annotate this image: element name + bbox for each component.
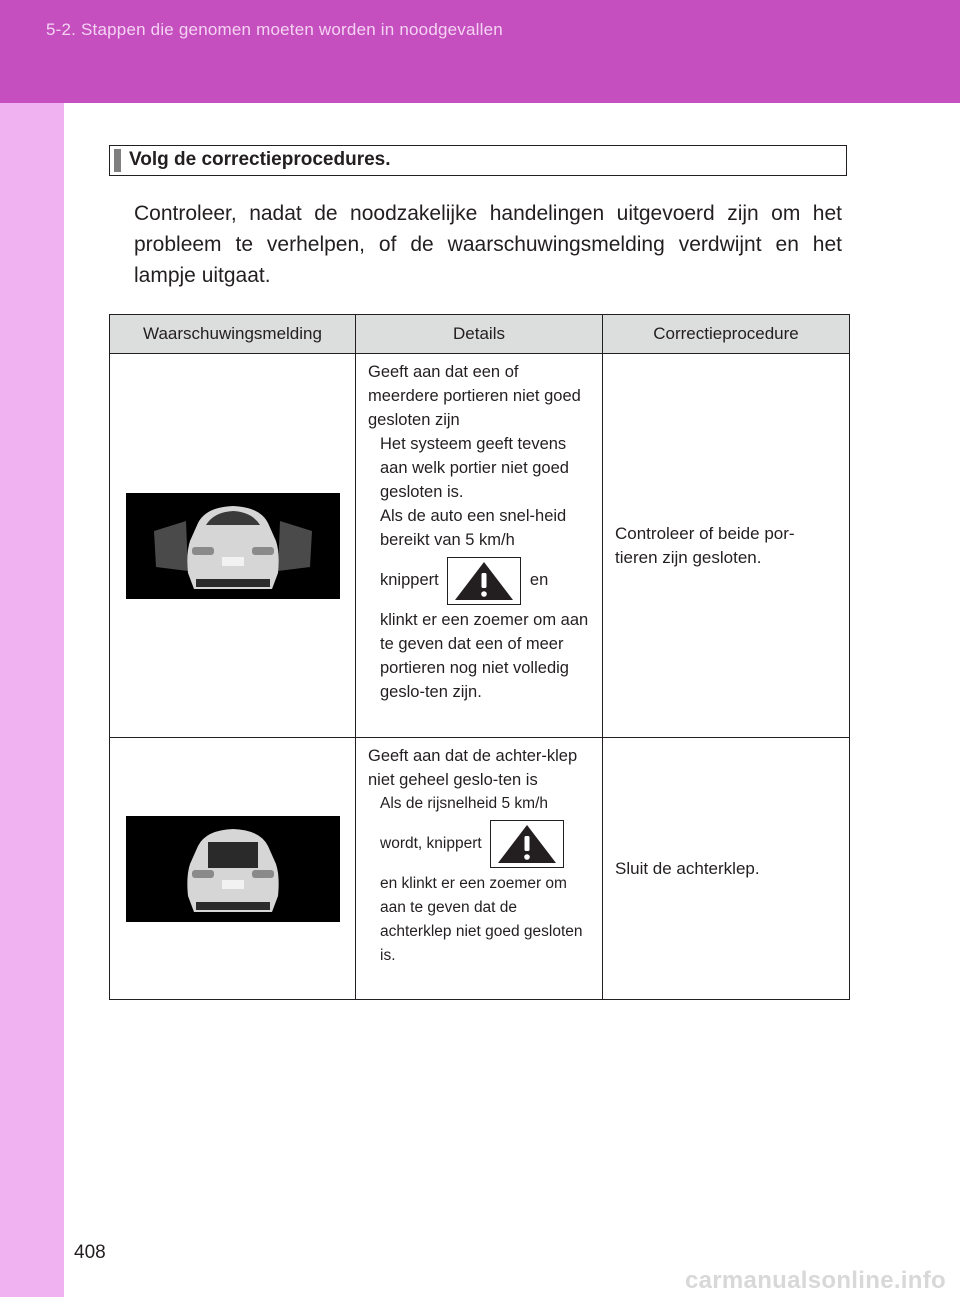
- details-sub-4: klinkt er een zoemer om aan te geven dat een of meer portieren nog niet volledig geslo-ten zijn.: [380, 611, 589, 701]
- page-number: 408: [74, 1242, 106, 1263]
- details-knippert: knippert: [380, 571, 439, 589]
- table-header-row: [110, 315, 850, 354]
- details-cell: [356, 354, 603, 738]
- top-band: [0, 0, 960, 103]
- car-doors-open-icon: [126, 493, 340, 599]
- details-sub-3: en klinkt er een zoemer om aan te geven dat de achterklep niet goed gesloten is.: [380, 875, 583, 964]
- watermark[interactable]: carmanualsonline.info: [684, 1267, 946, 1294]
- header-details: Details: [356, 315, 603, 354]
- header-correction: Correctieprocedure: [603, 315, 850, 354]
- exclamation-triangle-icon: [490, 820, 564, 868]
- details-en: en: [529, 571, 549, 589]
- warning-image-cell: [110, 354, 356, 738]
- correction-cell: Sluit de achterklep.: [603, 738, 850, 1000]
- details-main: Geeft aan dat de achter-klep niet geheel geslo-ten is: [368, 747, 578, 789]
- details-main: Geeft aan dat een of meerdere portieren niet goed gesloten zijn: [368, 363, 581, 429]
- details-sub-1: Het systeem geeft tevens aan welk portier niet goed gesloten is.: [380, 435, 569, 501]
- heading-text: Volg de correctieprocedures.: [129, 149, 391, 170]
- side-band: [0, 103, 64, 1297]
- details-icon-line: [368, 816, 592, 872]
- section-header: 5-2. Stappen die genomen moeten worden in noodgevallen: [46, 20, 503, 39]
- intro-paragraph: Controleer, nadat de noodzakelijke handelingen uitgevoerd zijn om het probleem te verhelpen, of de waarschuwingsmelding verdwijnt en het lampje uitgaat.: [134, 202, 842, 287]
- car-trunk-open-icon: [126, 816, 340, 922]
- details-sub-1: Als de rijsnelheid 5 km/h: [380, 795, 548, 812]
- correction-cell: Controleer of beide por-tieren zijn gesloten.: [603, 354, 850, 738]
- warning-image-cell: [110, 738, 356, 1000]
- table-row-trunk: [110, 738, 850, 1000]
- heading-box: [109, 145, 847, 176]
- heading-bar: [114, 149, 121, 172]
- details-cell: [356, 738, 603, 1000]
- warning-table: [109, 314, 850, 1000]
- details-sub-2: Als de auto een snel-heid bereikt van 5 km/h: [380, 507, 567, 549]
- header-warning-message: Waarschuwingsmelding: [110, 315, 356, 354]
- exclamation-triangle-icon: [447, 557, 521, 605]
- details-knippert: wordt, knippert: [380, 835, 482, 852]
- details-icon-line: [368, 552, 592, 608]
- table-row-doors: [110, 354, 850, 738]
